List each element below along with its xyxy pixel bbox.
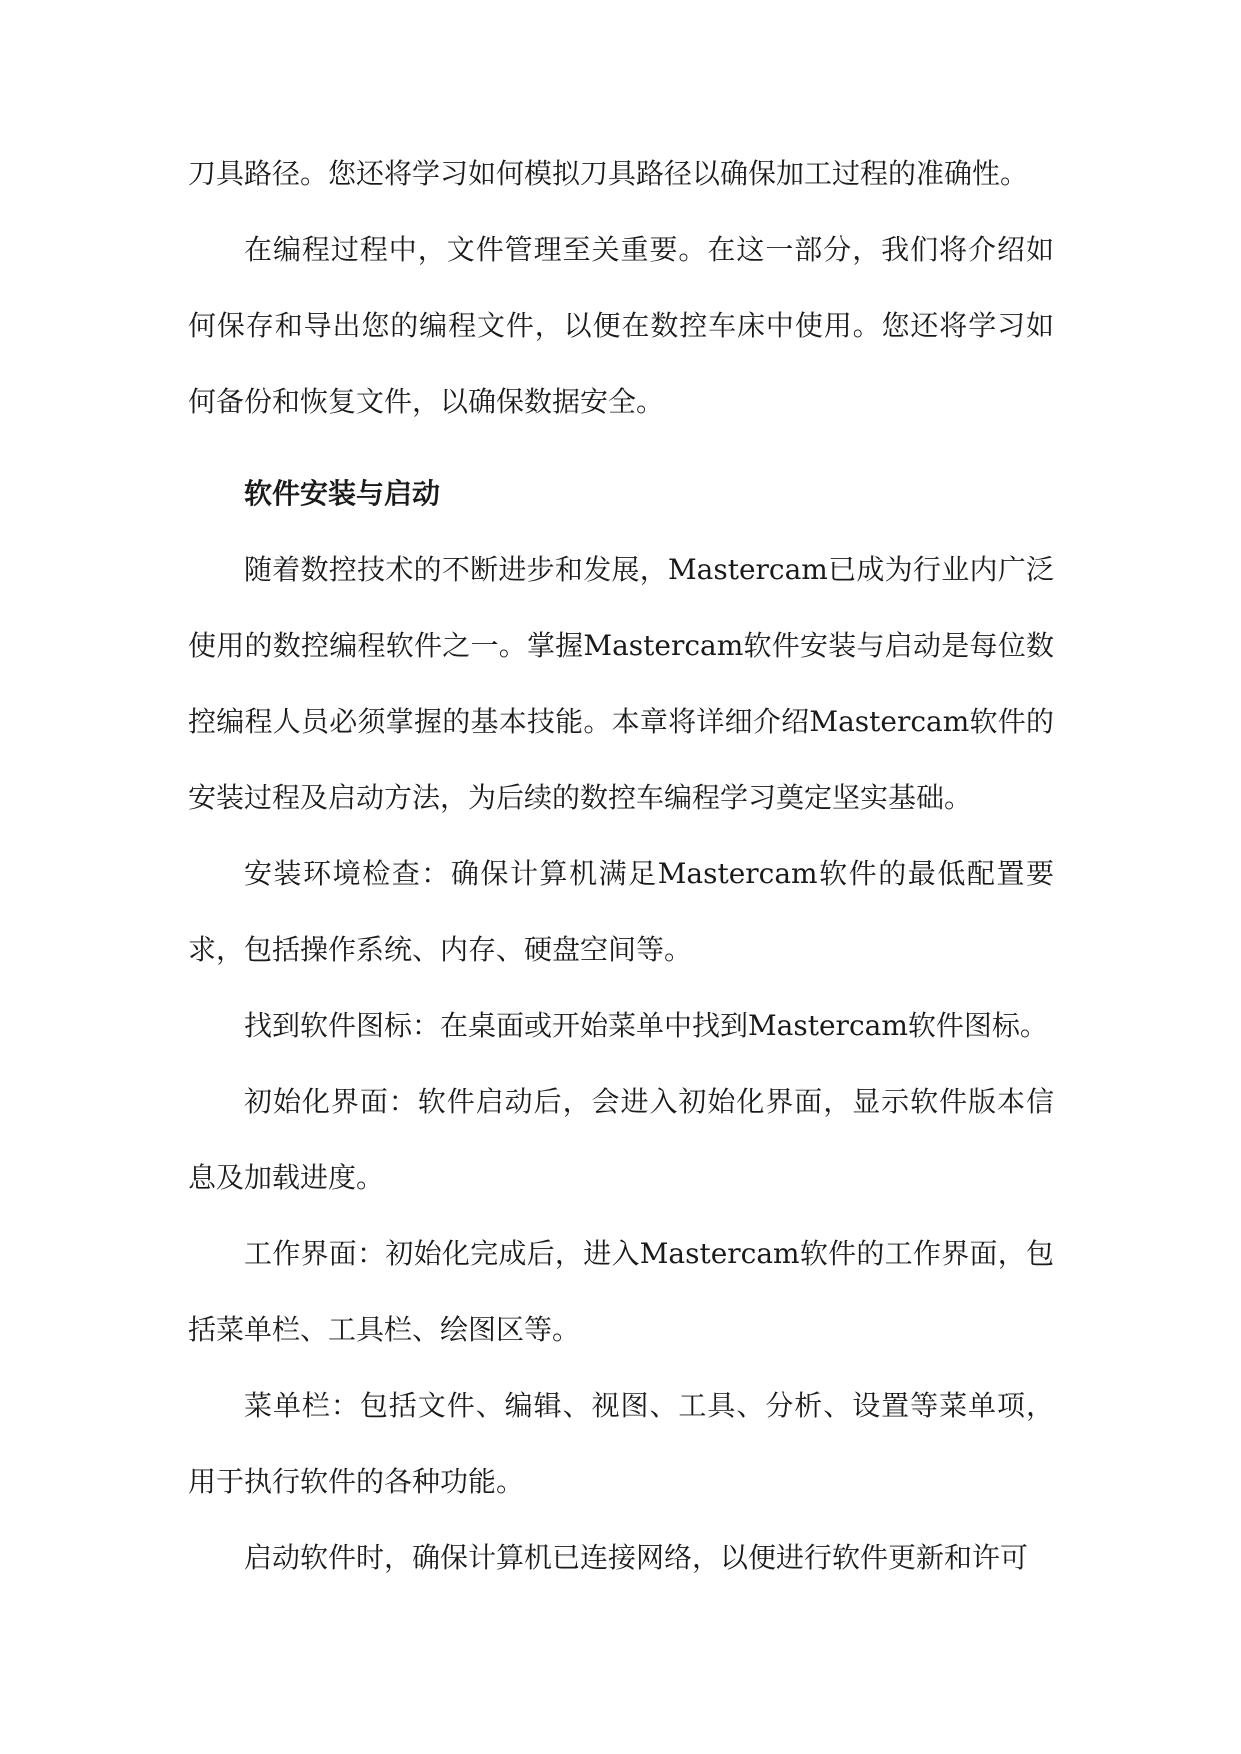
paragraph-file-management: 在编程过程中，文件管理至关重要。在这一部分，我们将介绍如何保存和导出您的编程文件，以便在数控车床中使用。您还将学习如何备份和恢复文件，以确保数据安全。 (188, 233, 1054, 418)
paragraph-find-icon: 找到软件图标：在桌面或开始菜单中找到Mastercam软件图标。 (244, 1009, 1048, 1042)
paragraph-menu-bar: 菜单栏：包括文件、编辑、视图、工具、分析、设置等菜单项，用于执行软件的各种功能。 (188, 1389, 1054, 1498)
paragraph-toolpath-simulation: 刀具路径。您还将学习如何模拟刀具路径以确保加工过程的准确性。 (188, 157, 1029, 190)
section-heading: 软件安装与启动 (244, 477, 441, 510)
paragraph-network-note: 启动软件时，确保计算机已连接网络，以便进行软件更新和许可 (244, 1541, 1029, 1574)
paragraph-mastercam-intro: 随着数控技术的不断进步和发展，Mastercam已成为行业内广泛使用的数控编程软件之一。掌握Mastercam软件安装与启动是每位数控编程人员必须掌握的基本技能。本章将详细介绍Mastercam软件的安装过程及启动方法，为后续的数控车编程学习奠定坚实基础。 (188, 553, 1054, 814)
paragraph-install-environment: 安装环境检查：确保计算机满足Mastercam软件的最低配置要求，包括操作系统、内存、硬盘空间等。 (188, 857, 1054, 966)
document-body (188, 136, 1054, 1596)
paragraph-init-interface: 初始化界面：软件启动后，会进入初始化界面，显示软件版本信息及加载进度。 (188, 1085, 1054, 1194)
paragraph-work-interface: 工作界面：初始化完成后，进入Mastercam软件的工作界面，包括菜单栏、工具栏、绘图区等。 (188, 1237, 1054, 1346)
